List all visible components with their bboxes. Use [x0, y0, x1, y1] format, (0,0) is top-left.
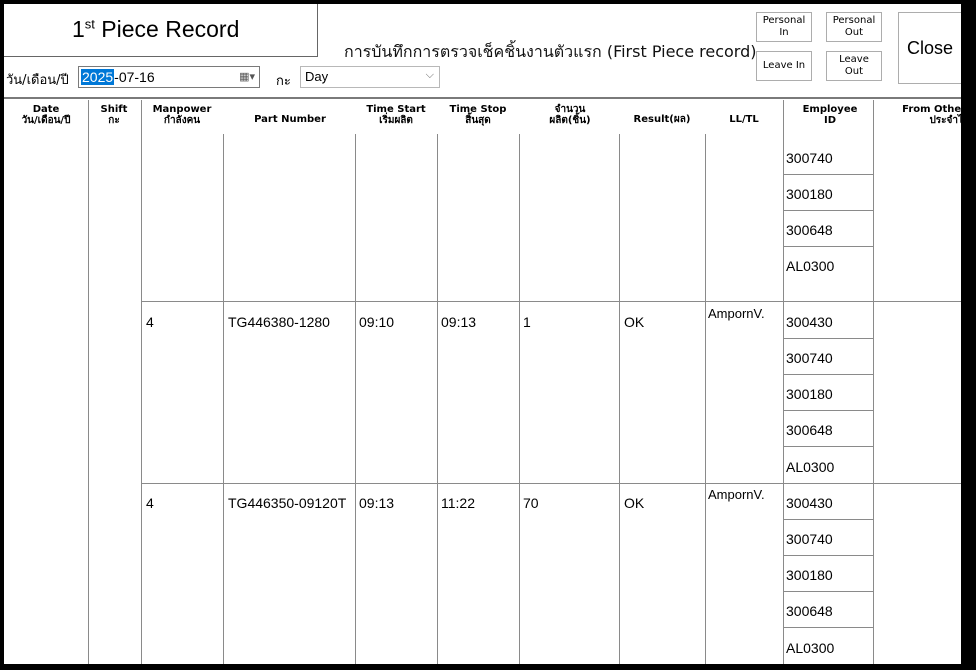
employee-id-cell[interactable]: AL0300	[786, 640, 835, 656]
grid-line	[619, 134, 620, 664]
part-number-cell[interactable]: TG446380-1280	[228, 314, 330, 330]
employee-line	[783, 555, 873, 556]
grid-line	[783, 100, 784, 664]
grid-line	[519, 134, 520, 664]
employee-id-cell[interactable]: 300430	[786, 314, 833, 330]
col-header-part-number: Part Number	[254, 114, 326, 125]
grid-line	[88, 100, 89, 664]
employee-line	[783, 210, 873, 211]
employee-line	[783, 174, 873, 175]
col-header-lltl: LL/TL	[729, 114, 759, 125]
chevron-down-icon: ⌵	[425, 69, 434, 81]
record-separator	[141, 483, 961, 484]
col-header-employee-id: Employee ID	[802, 104, 858, 126]
lltl-cell[interactable]: AmpornV.	[708, 487, 765, 502]
qty-cell[interactable]: 1	[523, 314, 531, 330]
time-start-cell[interactable]: 09:10	[359, 314, 395, 330]
grid-line	[223, 134, 224, 664]
col-header-date: Date วัน/เดือน/ปี	[21, 104, 71, 126]
employee-line	[783, 591, 873, 592]
part-number-cell[interactable]: TG446350-09120T	[228, 495, 347, 511]
col-header-qty: จำนวน ผลิต(ชิ้น)	[549, 104, 591, 126]
col-header-result: Result(ผล)	[633, 114, 691, 125]
employee-id-cell[interactable]: 300180	[786, 386, 833, 402]
personal-in-button[interactable]: Personal In	[756, 12, 812, 42]
manpower-cell[interactable]: 4	[146, 495, 154, 511]
result-cell[interactable]: OK	[624, 314, 645, 330]
employee-id-cell[interactable]: 300648	[786, 222, 833, 238]
employee-line	[783, 446, 873, 447]
close-button[interactable]: Close	[898, 12, 961, 84]
employee-line	[783, 410, 873, 411]
employee-id-cell[interactable]: 300180	[786, 567, 833, 583]
shift-select[interactable]	[300, 66, 440, 88]
lltl-cell[interactable]: AmpornV.	[708, 306, 765, 321]
date-rest: -07-16	[114, 69, 155, 85]
grid-line	[705, 134, 706, 664]
date-year-selected: 2025	[82, 69, 114, 85]
col-header-shift: Shift กะ	[100, 104, 128, 126]
leave-out-button[interactable]: Leave Out	[826, 51, 882, 81]
time-stop-cell[interactable]: 11:22	[441, 495, 475, 511]
leave-in-button[interactable]: Leave In	[756, 51, 812, 81]
date-picker[interactable]	[78, 66, 260, 88]
col-header-time-start: Time Start เริ่มผลิต	[366, 104, 426, 126]
employee-line	[783, 338, 873, 339]
employee-id-cell[interactable]: 300740	[786, 150, 833, 166]
employee-line	[783, 246, 873, 247]
date-label: วัน/เดือน/ปี	[6, 73, 69, 88]
grid-line	[355, 134, 356, 664]
employee-id-cell[interactable]: 300648	[786, 422, 833, 438]
employee-id-cell[interactable]: 300648	[786, 603, 833, 619]
employee-id-cell[interactable]: 300180	[786, 186, 833, 202]
manpower-cell[interactable]: 4	[146, 314, 154, 330]
personal-out-button[interactable]: Personal Out	[826, 12, 882, 42]
qty-cell[interactable]: 70	[523, 495, 539, 511]
col-header-time-stop: Time Stop สิ้นสุด	[449, 104, 507, 126]
header-divider	[4, 97, 961, 99]
employee-line	[783, 627, 873, 628]
grid-line	[141, 100, 142, 664]
employee-id-cell[interactable]: 300740	[786, 350, 833, 366]
time-start-cell[interactable]: 09:13	[359, 495, 395, 511]
form-title: การบันทึกการตรวจเช็คชิ้นงานตัวแรก (First Piece record)	[344, 42, 757, 61]
employee-id-cell[interactable]: AL0300	[786, 258, 835, 274]
employee-id-cell[interactable]: 300430	[786, 495, 833, 511]
employee-line	[783, 374, 873, 375]
app-window	[4, 4, 976, 664]
shift-label: กะ	[276, 74, 291, 89]
grid-line	[437, 134, 438, 664]
result-cell[interactable]: OK	[624, 495, 645, 511]
employee-id-cell[interactable]: 300740	[786, 531, 833, 547]
title-panel	[4, 4, 318, 57]
col-header-manpower: Manpower กำลังคน	[152, 104, 212, 126]
calendar-dropdown-icon[interactable]: ▦▾	[239, 71, 255, 83]
employee-id-cell[interactable]: AL0300	[786, 459, 835, 475]
employee-line	[783, 519, 873, 520]
records-grid	[4, 100, 976, 664]
page-title: 1st Piece Record	[72, 16, 240, 42]
shift-value: Day	[305, 69, 329, 84]
time-stop-cell[interactable]: 09:13	[441, 314, 477, 330]
record-separator	[141, 301, 961, 302]
col-header-from-other: From Other L ประจำไลน	[902, 104, 976, 126]
